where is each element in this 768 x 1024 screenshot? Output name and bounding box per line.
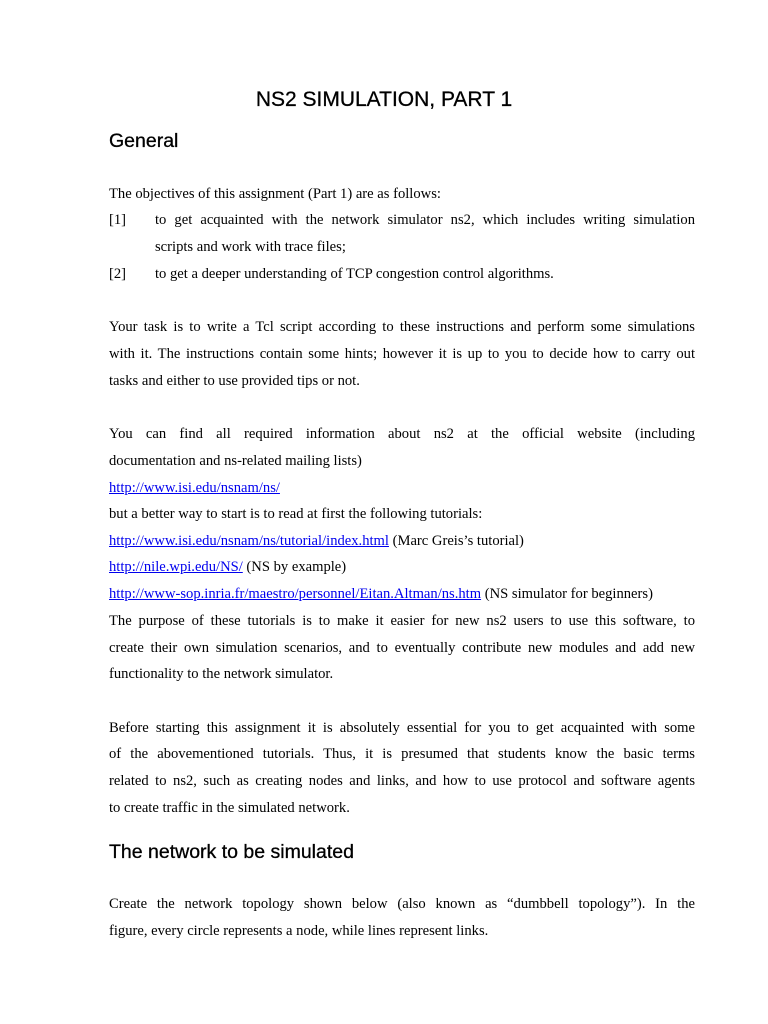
tutorial-link[interactable]: http://www-sop.inria.fr/maestro/personnel/Eitan.Altman/ns.htm xyxy=(109,586,482,602)
general-heading: General xyxy=(109,130,179,152)
tutorial-note: (NS by example) xyxy=(242,559,347,575)
objective-text: to get acquainted with the network simulator ns2, which includes writing simulation xyxy=(155,212,695,228)
tutorial-item xyxy=(109,585,695,603)
objective-text: to get a deeper understanding of TCP congestion control algorithms. xyxy=(155,266,554,282)
tutorial-item xyxy=(109,532,695,550)
before-paragraph-line: related to ns2, such as creating nodes and links, and how to use protocol and software agents xyxy=(109,773,695,789)
purpose-paragraph-line: The purpose of these tutorials is to make it easier for new ns2 users to use this software, to xyxy=(109,613,695,629)
official-website-link[interactable]: http://www.isi.edu/nsnam/ns/ xyxy=(109,480,280,496)
objective-number: [2] xyxy=(109,266,127,282)
tutorial-link[interactable]: http://www.isi.edu/nsnam/ns/tutorial/index.html xyxy=(109,533,389,549)
info-paragraph-line: You can find all required information about ns2 at the official website (including xyxy=(109,426,695,442)
task-paragraph-line: tasks and either to use provided tips or not. xyxy=(109,373,360,389)
before-paragraph-line: Before starting this assignment it is absolutely essential for you to get acquainted with some xyxy=(109,720,695,736)
purpose-paragraph-line: functionality to the network simulator. xyxy=(109,666,334,682)
before-paragraph-line: of the abovementioned tutorials. Thus, it is presumed that students know the basic terms xyxy=(109,746,695,762)
page-title: NS2 SIMULATION, PART 1 xyxy=(255,88,513,111)
task-paragraph-line: with it. The instructions contain some hints; however it is up to you to decide how to carry out xyxy=(109,346,695,362)
tutorial-item xyxy=(109,558,695,576)
network-heading: The network to be simulated xyxy=(109,841,354,863)
objective-number: [1] xyxy=(109,212,127,228)
task-paragraph-line: Your task is to write a Tcl script according to these instructions and perform some simulations xyxy=(109,319,695,335)
info-paragraph-line: documentation and ns-related mailing lists) xyxy=(109,453,362,469)
tutorial-note: (NS simulator for beginners) xyxy=(481,586,653,602)
objective-text-cont: scripts and work with trace files; xyxy=(155,239,346,255)
tutorial-note: (Marc Greis’s tutorial) xyxy=(388,533,524,549)
objectives-intro: The objectives of this assignment (Part 1) are as follows: xyxy=(109,186,441,202)
purpose-paragraph-line: create their own simulation scenarios, and to eventually contribute new modules and add new xyxy=(109,640,695,656)
tutorial-link[interactable]: http://nile.wpi.edu/NS/ xyxy=(109,559,243,575)
network-paragraph-line: figure, every circle represents a node, while lines represent links. xyxy=(109,923,489,939)
network-paragraph-line: Create the network topology shown below (also known as “dumbbell topology”). In the xyxy=(109,896,695,912)
better-way-text: but a better way to start is to read at first the following tutorials: xyxy=(109,506,483,522)
before-paragraph-line: to create traffic in the simulated network. xyxy=(109,800,350,816)
